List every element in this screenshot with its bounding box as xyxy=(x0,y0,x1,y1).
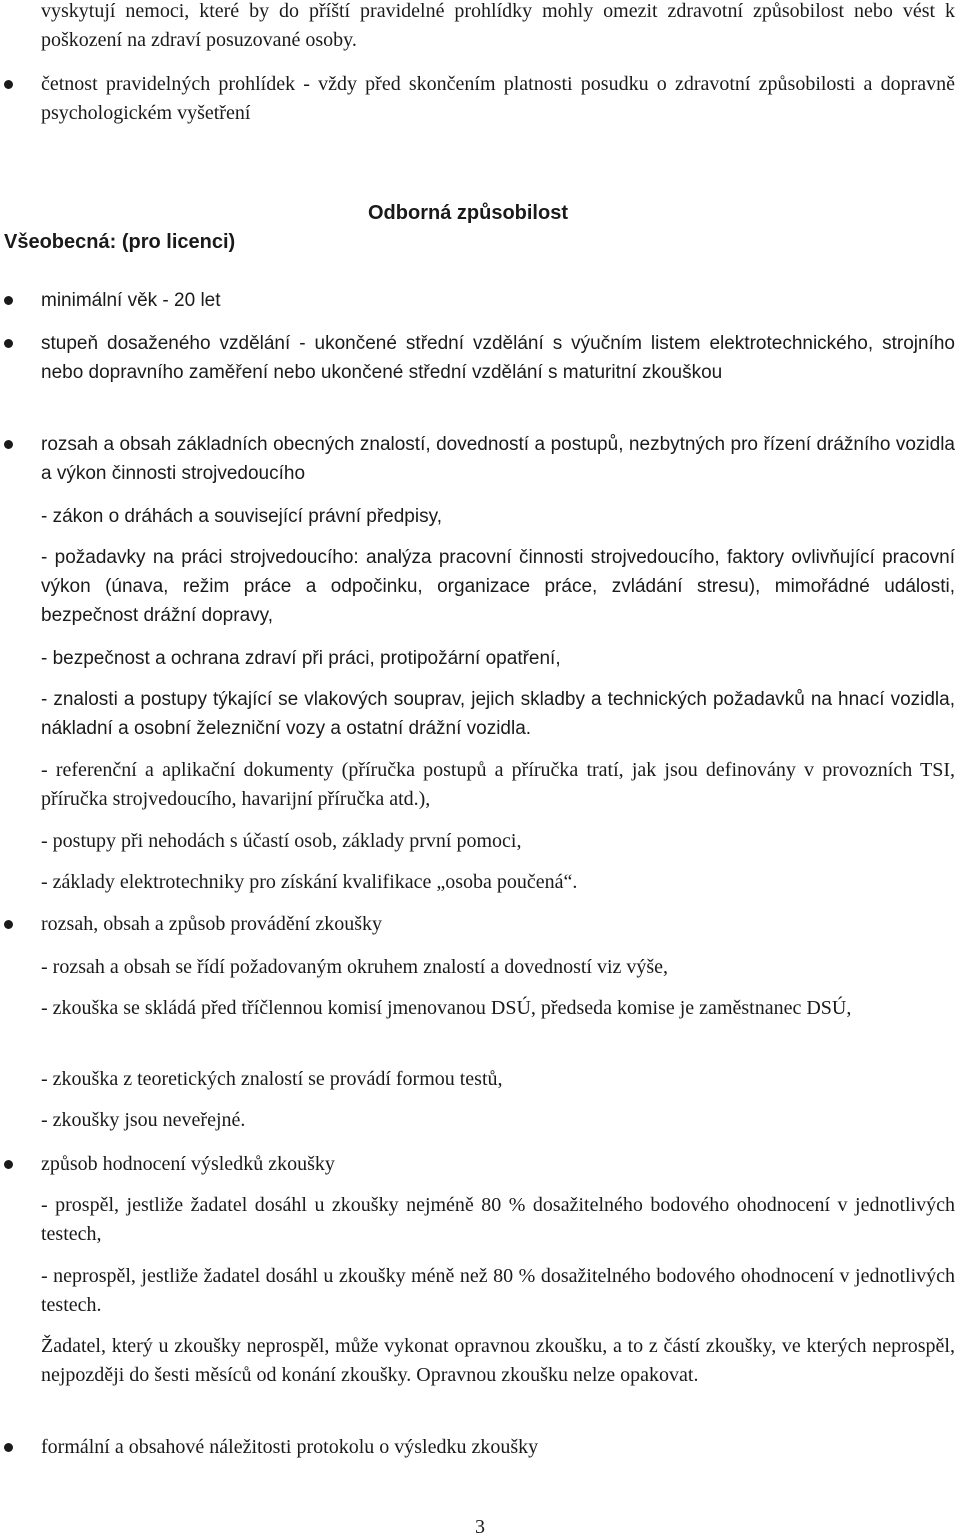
heading-professional-competence: Odborná způsobilost xyxy=(368,202,568,224)
bullet-icon xyxy=(4,440,13,449)
bullet-icon xyxy=(4,920,13,929)
knowledge-item: - znalosti a postupy týkající se vlakových souprav, jejich skladby a technických požadavků na hnací vozidla, nákladní a osobní železniční vozy a ostatní drážní vozidla. xyxy=(41,689,955,739)
exam-item: - rozsah a obsah se řídí požadovaným okruhem znalostí a dovedností viz výše, xyxy=(41,956,669,978)
retake-paragraph: Žadatel, který u zkoušky neprospěl, může vykonat opravnou zkoušku, a to z částí zkoušky, ve kterých neprospěl, nejpozději do šesti měsíců od konání zkoušky. Opravnou zkoušku nelze opakovat. xyxy=(41,1335,955,1386)
exam-item: - zkouška se skládá před tříčlennou komisí jmenovanou DSÚ, předseda komise je zaměstnanec DSÚ, xyxy=(41,997,852,1019)
intro-paragraph: vyskytují nemoci, které by do příští pravidelné prohlídky mohly omezit zdravotní způsobilost nebo vést k poškození na zdraví posuzované osoby. xyxy=(41,0,955,51)
exam-item: - zkoušky jsou neveřejné. xyxy=(41,1109,246,1131)
bullet-icon xyxy=(4,339,13,348)
knowledge-item: - základy elektrotechniky pro získání kvalifikace „osoba poučená“. xyxy=(41,871,578,893)
bullet-education: stupeň dosaženého vzdělání - ukončené střední vzdělání s výučním listem elektrotechnického, strojního nebo dopravního zaměření nebo ukončené střední vzdělání s maturitní zkouškou xyxy=(41,333,955,383)
bullet-icon xyxy=(4,80,13,89)
bullet-min-age: minimální věk - 20 let xyxy=(41,290,221,311)
bullet-icon xyxy=(4,1160,13,1169)
knowledge-item: - bezpečnost a ochrana zdraví při práci, protipožární opatření, xyxy=(41,648,561,669)
bullet-knowledge: rozsah a obsah základních obecných znalostí, dovedností a postupů, nezbytných pro řízení drážního vozidla a výkon činnosti strojvedoucího xyxy=(41,434,955,484)
heading-general-licence: Všeobecná: (pro licenci) xyxy=(4,231,236,253)
knowledge-item: - referenční a aplikační dokumenty (příručka postupů a příručka tratí, jak jsou definovány v provozních TSI, příručka strojvedoucího, havarijní příručka atd.), xyxy=(41,759,955,810)
knowledge-item: - zákon o dráhách a související právní předpisy, xyxy=(41,506,442,527)
evaluation-item: - neprospěl, jestliže žadatel dosáhl u zkoušky méně než 80 % dosažitelného bodového ohodnocení v jednotlivých testech. xyxy=(41,1265,955,1316)
page-number: 3 xyxy=(475,1516,485,1538)
exam-item: - zkouška z teoretických znalostí se provádí formou testů, xyxy=(41,1068,503,1090)
knowledge-item: - požadavky na práci strojvedoucího: analýza pracovní činnosti strojvedoucího, faktory ovlivňující pracovní výkon (únava, režim práce a odpočinku, organizace práce, zvládání stresu), mimořádné události, bezpečnost drážní dopravy, xyxy=(41,547,955,626)
bullet-icon xyxy=(4,296,13,305)
bullet-frequency: četnost pravidelných prohlídek - vždy před skončením platnosti posudku o zdravotní způsobilosti a dopravně psychologickém vyšetření xyxy=(41,73,955,124)
evaluation-item: - prospěl, jestliže žadatel dosáhl u zkoušky nejméně 80 % dosažitelného bodového ohodnocení v jednotlivých testech, xyxy=(41,1194,955,1245)
bullet-icon xyxy=(4,1443,13,1452)
bullet-protocol: formální a obsahové náležitosti protokolu o výsledku zkoušky xyxy=(41,1436,539,1458)
bullet-evaluation: způsob hodnocení výsledků zkoušky xyxy=(41,1153,335,1175)
bullet-exam: rozsah, obsah a způsob provádění zkoušky xyxy=(41,913,383,935)
knowledge-item: - postupy při nehodách s účastí osob, základy první pomoci, xyxy=(41,830,522,852)
